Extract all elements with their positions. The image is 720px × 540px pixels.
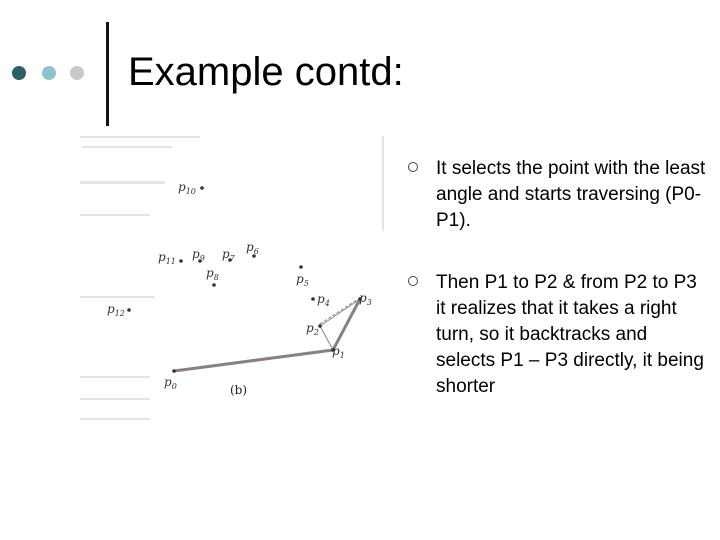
dot-teal <box>42 66 56 80</box>
point-label-p8: $p_8$ <box>206 266 219 282</box>
point-marker-p10 <box>200 186 204 190</box>
bullet-text: Then P1 to P2 & from P2 to P3 it realizes that it takes a right turn, so it backtracks and selects P1 – P3 directly, it being shorter <box>436 272 704 397</box>
point-marker-p4 <box>311 297 315 301</box>
figure-caption: (b) <box>230 383 248 397</box>
point-marker-p12 <box>127 308 131 312</box>
point-label-p12: $p_{12}$ <box>107 302 125 318</box>
point-marker-p0 <box>172 369 176 373</box>
point-marker-p8 <box>212 283 216 287</box>
point-label-p0: $p_0$ <box>164 375 177 391</box>
bullet-item-1 <box>408 156 708 234</box>
bullet-circle-icon <box>408 276 418 286</box>
point-label-p6: $p_6$ <box>246 240 259 256</box>
slide-title: Example contd: <box>128 50 404 94</box>
dot-gray <box>70 66 84 80</box>
point-marker-p11 <box>179 259 183 263</box>
graham-scan-figure <box>80 136 385 431</box>
point-label-p5: $p_5$ <box>296 272 309 288</box>
point-label-p1: $p_1$ <box>332 344 345 360</box>
point-label-p11: $p_{11}$ <box>158 250 176 266</box>
point-marker-p5 <box>299 265 303 269</box>
bullet-list <box>408 156 708 436</box>
point-label-p4: $p_4$ <box>317 292 330 308</box>
dot-dark <box>12 66 26 80</box>
point-label-p2: $p_2$ <box>306 321 319 337</box>
title-divider <box>106 22 109 126</box>
bullet-circle-icon <box>408 162 418 172</box>
bullet-text: It selects the point with the least angle and starts traversing (P0-P1). <box>436 158 706 231</box>
point-label-p3: $p_3$ <box>359 291 372 307</box>
point-label-p9: $p_9$ <box>192 247 205 263</box>
point-label-p10: $p_{10}$ <box>178 180 196 196</box>
point-label-p7: $p_7$ <box>222 247 235 263</box>
bullet-item-2 <box>408 270 708 400</box>
figure-svg <box>80 136 385 431</box>
